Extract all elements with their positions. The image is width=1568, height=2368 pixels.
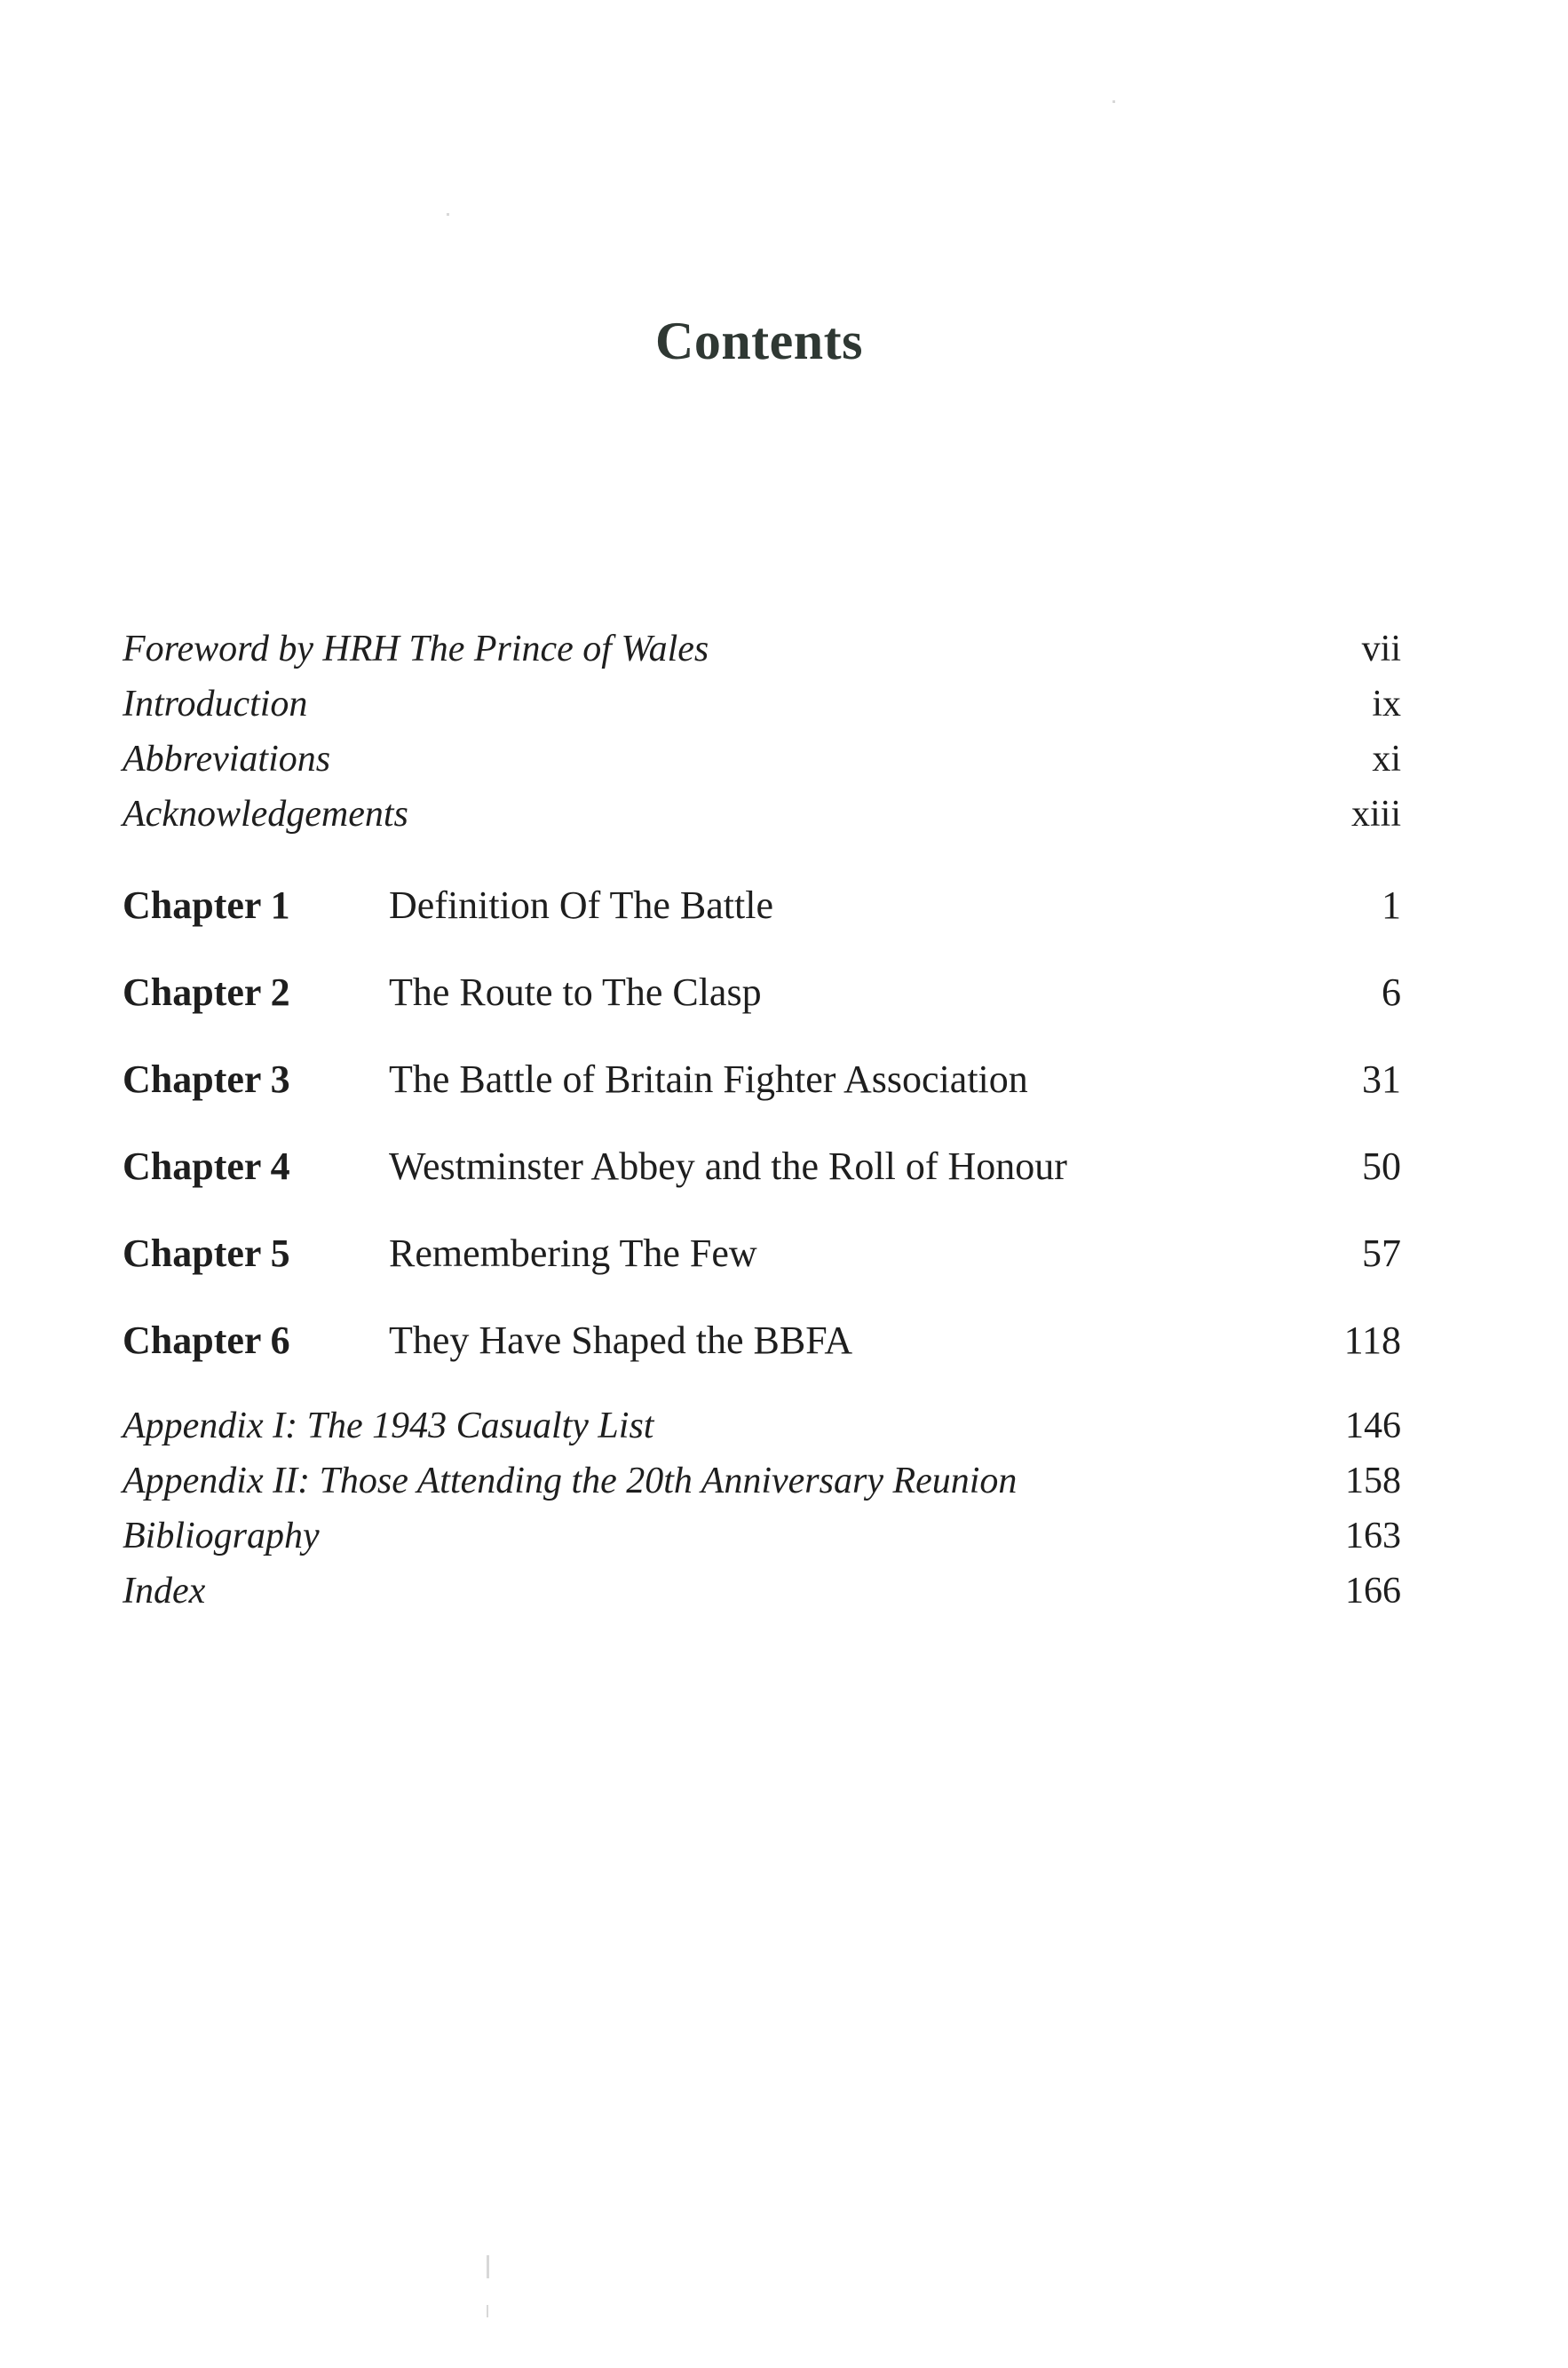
toc-entry-label: Abbreviations: [123, 739, 331, 780]
toc-entry-appendix-1[interactable]: [123, 1398, 1401, 1453]
toc-entry-introduction[interactable]: [123, 677, 1401, 732]
toc-entry-label: Acknowledgements: [123, 794, 408, 835]
chapter-number: Chapter 1: [123, 883, 290, 927]
chapter-number: Chapter 4: [123, 1144, 290, 1188]
chapter-list: [123, 875, 1401, 1397]
toc-entry-page: xi: [1372, 739, 1401, 780]
front-matter-list: [123, 622, 1401, 842]
toc-entry-page: 163: [1345, 1516, 1401, 1556]
toc-entry-bibliography[interactable]: [123, 1509, 1401, 1564]
toc-entry-label: Index: [123, 1571, 206, 1612]
scan-speck: [447, 213, 449, 216]
scan-speck: [1113, 100, 1115, 103]
back-matter-list: [123, 1398, 1401, 1619]
toc-entry-page: xiii: [1350, 794, 1401, 835]
chapter-page: 118: [1343, 1319, 1401, 1362]
toc-entry-foreword[interactable]: [123, 622, 1401, 677]
toc-entry-label: Introduction: [123, 684, 308, 725]
chapter-page: 1: [1382, 883, 1401, 927]
chapter-page: 50: [1362, 1144, 1401, 1188]
toc-entry-appendix-2[interactable]: [123, 1453, 1401, 1509]
page-title: Contents: [654, 312, 863, 370]
chapter-number: Chapter 5: [123, 1232, 290, 1275]
toc-entry-index[interactable]: [123, 1564, 1401, 1619]
chapter-number: Chapter 3: [123, 1057, 290, 1101]
toc-entry-label: Appendix I: The 1943 Casualty List: [123, 1406, 654, 1446]
toc-chapter-3[interactable]: [123, 1049, 1401, 1136]
chapter-page: 6: [1382, 970, 1401, 1014]
chapter-number: Chapter 6: [123, 1319, 290, 1362]
chapter-title: Definition Of The Battle: [389, 883, 773, 927]
scan-speck: [487, 2305, 488, 2317]
toc-chapter-5[interactable]: [123, 1223, 1401, 1310]
chapter-title: Westminster Abbey and the Roll of Honour: [389, 1144, 1067, 1188]
toc-entry-acknowledgements[interactable]: [123, 787, 1401, 842]
toc-chapter-2[interactable]: [123, 962, 1401, 1049]
toc-entry-label: Foreword by HRH The Prince of Wales: [123, 629, 709, 669]
toc-chapter-1[interactable]: [123, 875, 1401, 962]
scan-speck: [487, 2255, 489, 2278]
toc-entry-label: Appendix II: Those Attending the 20th Anniversary Reunion: [123, 1461, 1018, 1501]
chapter-page: 31: [1362, 1057, 1401, 1101]
toc-entry-label: Bibliography: [123, 1516, 320, 1556]
chapter-page: 57: [1362, 1232, 1401, 1275]
toc-entry-page: 166: [1345, 1571, 1401, 1612]
toc-entry-page: 158: [1345, 1461, 1401, 1501]
chapter-title: They Have Shaped the BBFA: [389, 1319, 853, 1362]
chapter-title: The Route to The Clasp: [389, 970, 762, 1014]
toc-entry-page: 146: [1345, 1406, 1401, 1446]
toc-chapter-4[interactable]: [123, 1136, 1401, 1223]
toc-chapter-6[interactable]: [123, 1310, 1401, 1397]
toc-entry-page: ix: [1372, 684, 1401, 725]
chapter-title: Remembering The Few: [389, 1232, 757, 1275]
toc-entry-abbreviations[interactable]: [123, 732, 1401, 787]
chapter-number: Chapter 2: [123, 970, 290, 1014]
toc-entry-page: vii: [1361, 629, 1401, 669]
chapter-title: The Battle of Britain Fighter Association: [389, 1057, 1028, 1101]
